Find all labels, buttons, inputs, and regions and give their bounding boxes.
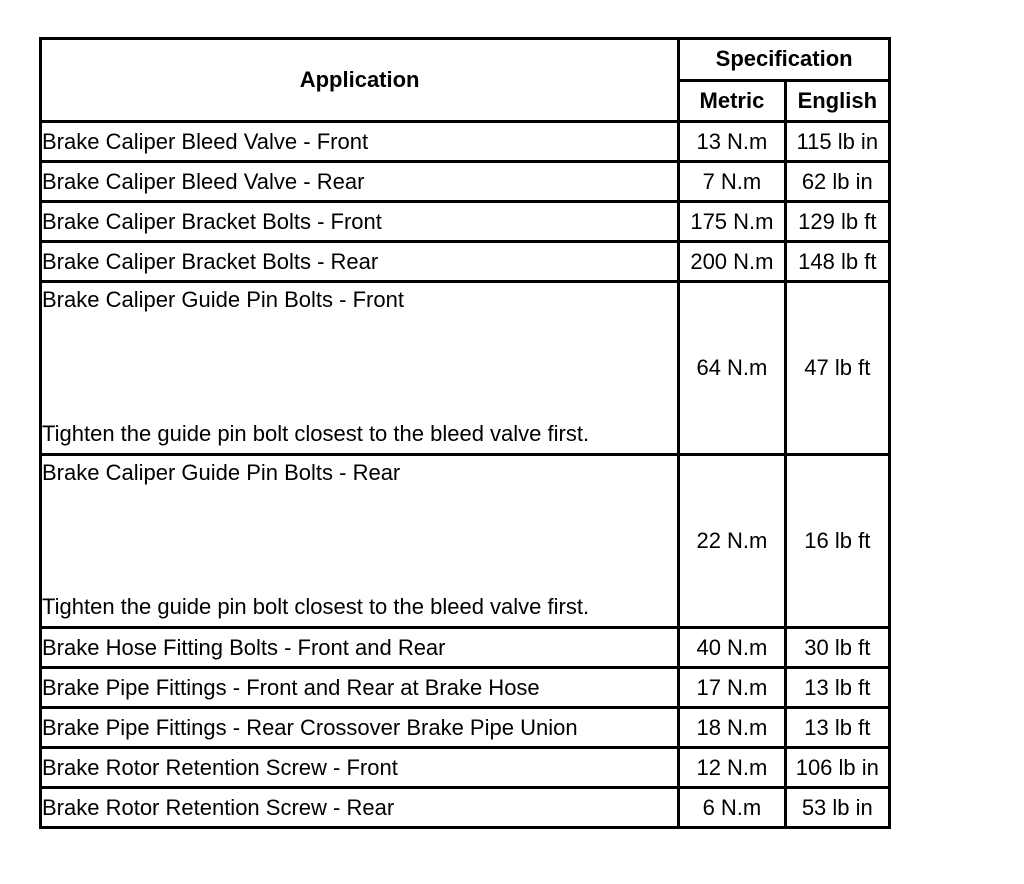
table-row [41,708,890,748]
english-cell: 47 lb ft [785,282,889,455]
metric-cell: 6 N.m [679,788,785,828]
table-row [41,122,890,162]
application-cell: Brake Caliper Bracket Bolts - Rear [41,242,679,282]
english-cell: 53 lb in [785,788,889,828]
application-note: Tighten the guide pin bolt closest to the bleed valve first. [42,421,590,446]
english-cell: 16 lb ft [785,455,889,628]
metric-cell: 40 N.m [679,628,785,668]
table-row [41,282,890,455]
english-cell: 129 lb ft [785,202,889,242]
application-text: Brake Caliper Guide Pin Bolts - Front [42,287,404,312]
application-cell: Brake Caliper Bleed Valve - Front [41,122,679,162]
metric-cell: 22 N.m [679,455,785,628]
application-cell: Brake Pipe Fittings - Front and Rear at Brake Hose [41,668,679,708]
application-cell: Brake Caliper Bracket Bolts - Front [41,202,679,242]
torque-spec-table [39,37,891,829]
metric-cell: 175 N.m [679,202,785,242]
metric-cell: 64 N.m [679,282,785,455]
metric-cell: 200 N.m [679,242,785,282]
table-row [41,628,890,668]
metric-cell: 7 N.m [679,162,785,202]
table-row [41,162,890,202]
table-row [41,668,890,708]
metric-cell: 17 N.m [679,668,785,708]
application-cell: Brake Rotor Retention Screw - Front [41,748,679,788]
metric-header: Metric [679,80,785,122]
application-cell: Brake Caliper Bleed Valve - Rear [41,162,679,202]
english-cell: 148 lb ft [785,242,889,282]
application-cell: Brake Pipe Fittings - Rear Crossover Brake Pipe Union [41,708,679,748]
english-cell: 30 lb ft [785,628,889,668]
metric-cell: 13 N.m [679,122,785,162]
table-row [41,455,890,628]
english-cell: 115 lb in [785,122,889,162]
specification-header: Specification [679,39,890,81]
table-row [41,788,890,828]
table-row [41,748,890,788]
table-row [41,242,890,282]
table-row [41,202,890,242]
application-cell [41,455,679,628]
application-cell: Brake Hose Fitting Bolts - Front and Rear [41,628,679,668]
application-note: Tighten the guide pin bolt closest to the bleed valve first. [42,594,590,619]
metric-cell: 18 N.m [679,708,785,748]
application-text: Brake Caliper Guide Pin Bolts - Rear [42,460,401,485]
english-cell: 13 lb ft [785,708,889,748]
metric-cell: 12 N.m [679,748,785,788]
application-cell: Brake Rotor Retention Screw - Rear [41,788,679,828]
english-header: English [785,80,889,122]
english-cell: 62 lb in [785,162,889,202]
english-cell: 13 lb ft [785,668,889,708]
english-cell: 106 lb in [785,748,889,788]
application-cell [41,282,679,455]
application-header: Application [41,39,679,122]
